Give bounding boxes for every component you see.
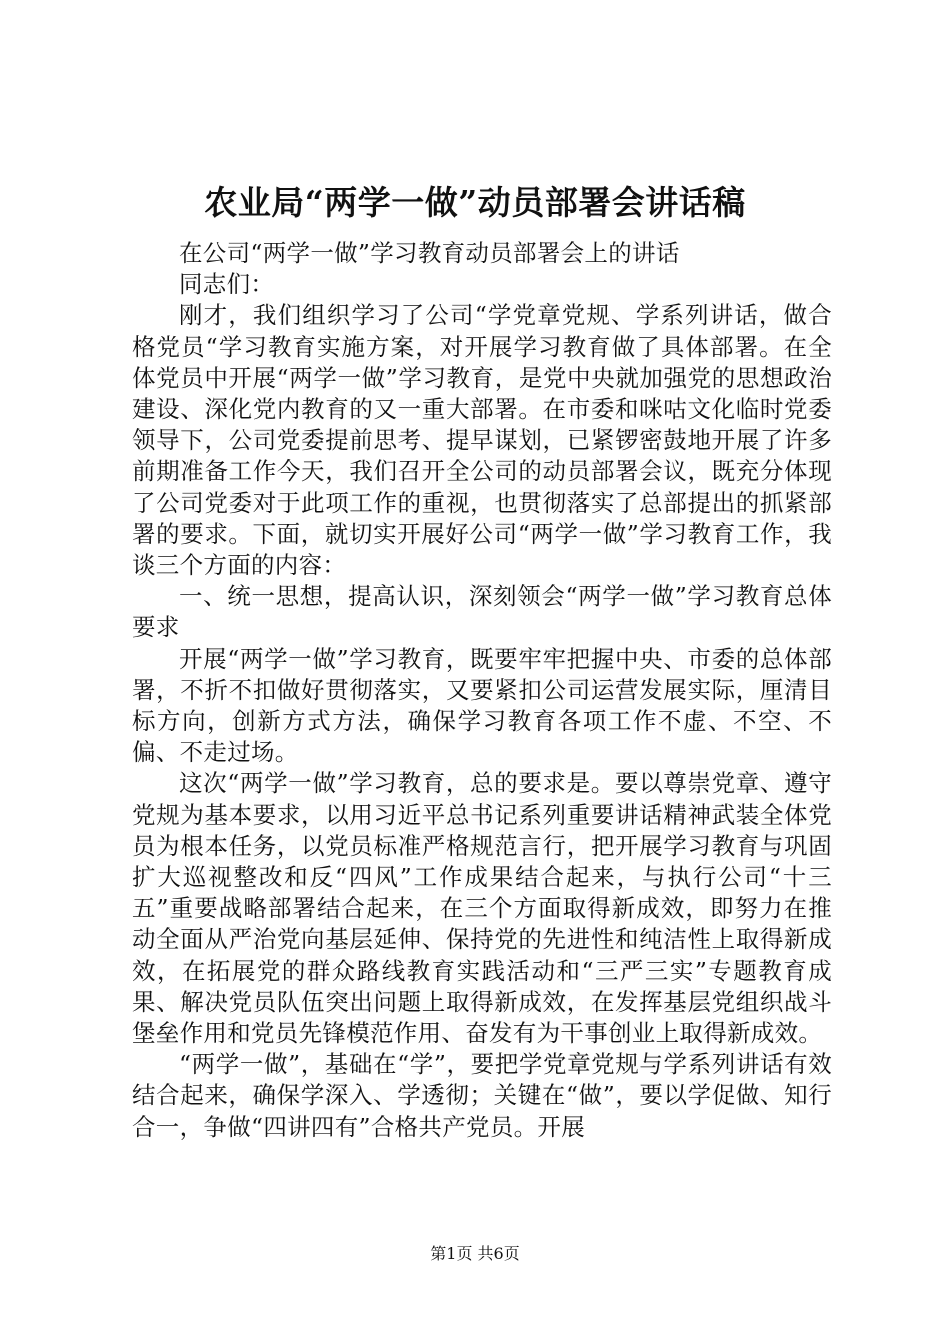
page-footer: 第1页 共6页 [430, 1244, 520, 1263]
body-paragraph: 这次“两学一做”学习教育，总的要求是。要以尊崇党章、遵守党规为基本要求，以用习近平总书记系列重要讲话精神武装全体党员为根本任务，以党员标准严格规范言行，把开展学习教育与巩固扩大巡视整改和反“四风”工作成果结合起来，与执行公司“十三五”重要战略部署结合起来，在三个方面取得新成效，即努力在推动全面从严治党向基层延伸、保持党的先进性和纯洁性上取得新成效，在拓展党的群众路线教育实践活动和“三严三实”专题教育成果、解决党员队伍突出问题上取得新成效，在发挥基层党组织战斗堡垒作用和党员先锋模范作用、奋发有为干事创业上取得新成效。 [132, 769, 832, 1048]
body-paragraph: 刚才，我们组织学习了公司“学党章党规、学系列讲话，做合格党员“学习教育实施方案，对开展学习教育做了具体部署。在全体党员中开展“两学一做”学习教育，是党中央就加强党的思想政治建设、深化党内教育的又一重大部署。在市委和咪咕文化临时党委领导下，公司党委提前思考、提早谋划，已紧锣密鼓地开展了许多前期准备工作今天，我们召开全公司的动员部署会议，既充分体现了公司党委对于此项工作的重视，也贯彻落实了总部提出的抓紧部署的要求。下面，就切实开展好公司“两学一做”学习教育工作，我谈三个方面的内容： [132, 301, 832, 580]
body-paragraph: “两学一做”，基础在“学”，要把学党章党规与学系列讲话有效结合起来，确保学深入、学透彻；关键在“做”，要以学促做、知行合一，争做“四讲四有”合格共产党员。开展 [132, 1050, 832, 1141]
body-paragraph: 开展“两学一做”学习教育，既要牢牢把握中央、市委的总体部署，不折不扣做好贯彻落实，又要紧扣公司运营发展实际，厘清目标方向，创新方式方法，确保学习教育各项工作不虚、不空、不偏、不走过场。 [132, 644, 832, 767]
section-heading-paragraph: 一、统一思想，提高认识，深刻领会“两学一做”学习教育总体要求 [132, 582, 832, 642]
salutation-paragraph: 同志们： [179, 270, 275, 299]
subtitle-paragraph: 在公司“两学一做”学习教育动员部署会上的讲话 [179, 239, 680, 267]
document-title: 农业局“两学一做”动员部署会讲话稿 [204, 183, 746, 222]
document-body [132, 238, 832, 1143]
